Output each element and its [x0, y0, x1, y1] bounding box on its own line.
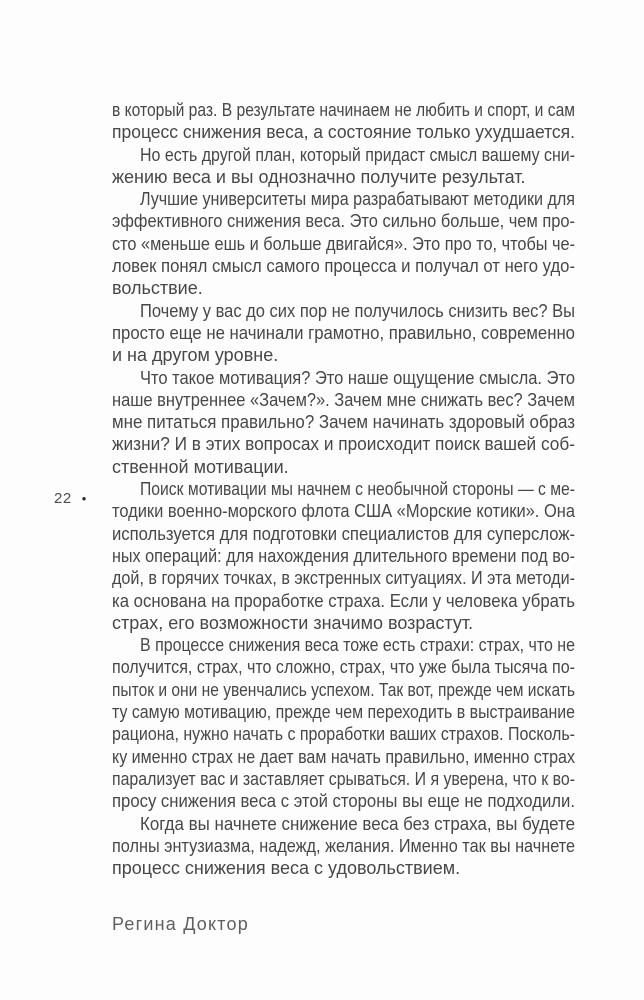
- paragraph: [112, 301, 575, 368]
- text-line: страх, его возможности значимо возрастут.: [112, 612, 474, 633]
- text-line: рациона, нужно начать с проработки ваших страхов. Посколь-: [112, 724, 575, 745]
- text-line: вольствие.: [112, 278, 203, 299]
- text-line: Когда вы начнете снижение веса без страха, вы будете: [140, 813, 575, 834]
- text-line: Поиск мотивации мы начнем с необычной стороны — с ме-: [140, 479, 575, 500]
- text-line: используется для подготовки специалистов для суперслож-: [112, 523, 575, 544]
- paragraph: [112, 479, 575, 635]
- text-line: ка основана на проработке страха. Если у человека убрать: [112, 590, 575, 611]
- paragraph: [112, 814, 575, 881]
- text-line: просто еще не начинали грамотно, правильно, современно: [112, 322, 575, 343]
- text-line: сто «меньше ешь и больше двигайся». Это про то, чтобы че-: [112, 233, 575, 254]
- text-line: ловек понял смысл самого процесса и получал от него удо-: [112, 256, 575, 277]
- text-line: Но есть другой план, который придаст смысл вашему сни-: [140, 144, 575, 165]
- text-line: Лучшие университеты мира разрабатывают методики для: [140, 189, 575, 210]
- page-number-block: [54, 490, 87, 507]
- page-number: 22: [54, 490, 72, 507]
- text-line: наше внутреннее «Зачем?». Зачем мне снижать вес? Зачем: [112, 389, 575, 410]
- text-line: пыток и они не увенчались успехом. Так вот, прежде чем искать: [112, 679, 575, 700]
- text-line: процесс снижения веса с удовольствием.: [112, 858, 461, 879]
- text-line: В процессе снижения веса тоже есть страхи: страх, что не: [140, 635, 575, 656]
- paragraph: [112, 145, 575, 190]
- text-line: дой, в горячих точках, в экстренных ситуациях. И эта методи-: [112, 568, 575, 589]
- text-line: просу снижения веса с этой стороны вы еще не подходили.: [112, 791, 575, 812]
- paragraph: [112, 635, 575, 813]
- text-line: ных операций: для нахождения длительного времени под во-: [112, 545, 575, 566]
- text-line: получится, страх, что сложно, страх, что уже была тысяча по-: [112, 657, 575, 678]
- text-line: жизни? И в этих вопросах и происходит поиск вашей соб-: [112, 434, 575, 455]
- text-line: парализует вас и заставляет срываться. И я уверена, что к во-: [112, 768, 575, 789]
- text-line: тодики военно-морского флота США «Морские котики». Она: [112, 501, 575, 522]
- text-line: эффективного снижения веса. Это сильно больше, чем про-: [112, 211, 575, 232]
- paragraph: [112, 189, 575, 300]
- text-line: ту самую мотивацию, прежде чем переходить в выстраивание: [112, 702, 575, 723]
- text-line: мне питаться правильно? Зачем начинать здоровый образ: [112, 412, 575, 433]
- running-footer-author: Регина Доктор: [112, 914, 249, 934]
- text-line: ственной мотивации.: [112, 456, 289, 477]
- paragraph: [112, 368, 575, 479]
- text-line: полны энтузиазма, надежд, желания. Именно так вы начнете: [112, 835, 575, 856]
- text-line: жению веса и вы однозначно получите результат.: [112, 166, 526, 187]
- text-line: процесс снижения веса, а состояние только ухудшается.: [112, 122, 575, 143]
- text-line: ку именно страх не дает вам начать правильно, именно страх: [112, 746, 575, 767]
- text-line: Почему у вас до сих пор не получилось снизить вес? Вы: [140, 300, 575, 321]
- text-line: Что такое мотивация? Это наше ощущение смысла. Это: [140, 367, 575, 388]
- paragraph: [112, 100, 575, 145]
- body-text: [112, 100, 575, 880]
- text-line: в который раз. В результате начинаем не любить и спорт, и сам: [112, 100, 575, 120]
- page-number-marker: •: [81, 491, 87, 506]
- text-line: и на другом уровне.: [112, 345, 279, 366]
